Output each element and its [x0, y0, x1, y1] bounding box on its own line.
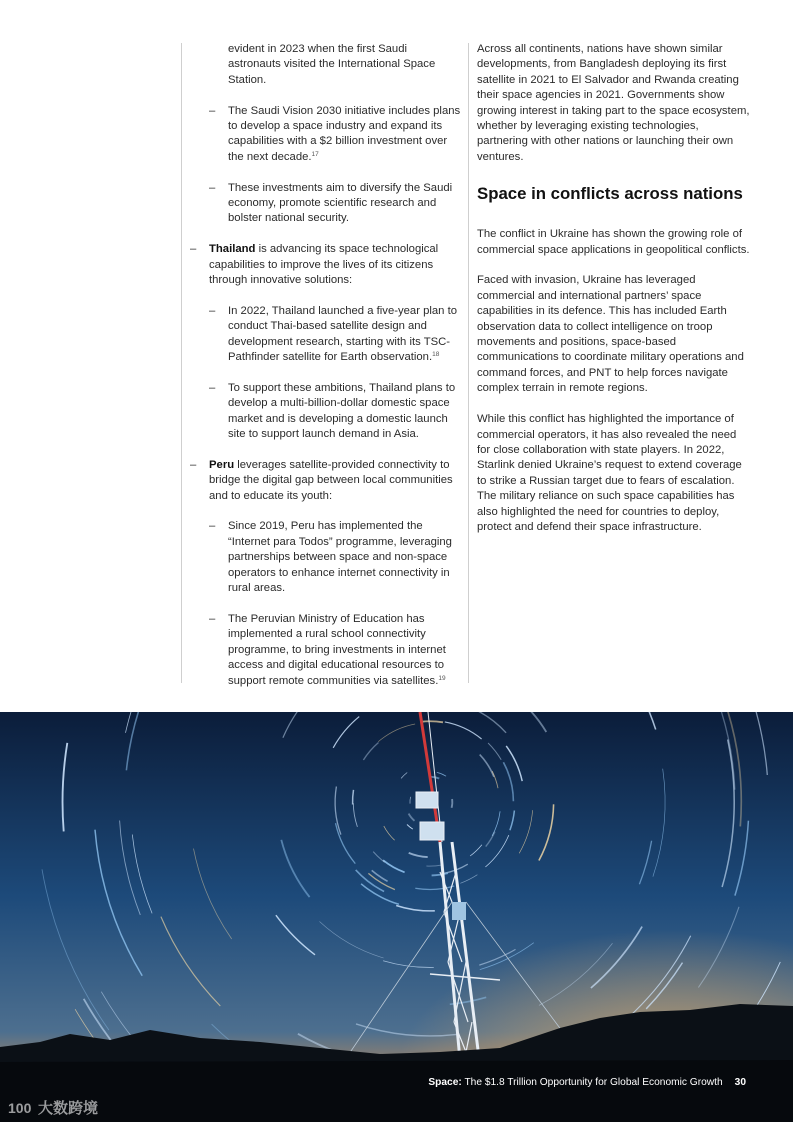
- ukraine-intro-paragraph: The conflict in Ukraine has shown the growing role of commercial space applications in geopolitical conflicts.: [477, 228, 750, 256]
- starlink-paragraph: While this conflict has highlighted the importance of commercial operators, it has also revealed the need for close collaboration with state players. In 2022, Starlink denied Ukraine’s request to extend coverage to strike a Russian target due to fears of escalation. The military reliance on such space capabilities has also highlighted the need for countries to deploy, protect and defend their space infrastructure.: [477, 413, 742, 533]
- left-column: [190, 42, 462, 704]
- dash-marker: –: [209, 304, 216, 317]
- star-trail: [452, 799, 453, 808]
- star-trails-tower-photo: [0, 712, 793, 1122]
- page-footer: [428, 1077, 746, 1088]
- dash-marker: –: [209, 520, 216, 533]
- dash-marker: –: [209, 181, 216, 194]
- peru-bullet: – Peru leverages satellite-provided connectivity to bridge the digital gap between local communities and to educate its youth:: [190, 458, 453, 502]
- dash-marker: –: [209, 612, 216, 625]
- peru-internet-subbullet: – Since 2019, Peru has implemented the “Internet para Todos” programme, leveraging partnerships between space and non-space operators to enhance internet connectivity in rural areas.: [209, 520, 452, 595]
- thailand-label: Thailand: [209, 243, 256, 256]
- dash-marker: –: [190, 458, 197, 471]
- watermark-logo-mark: 100: [8, 1100, 32, 1116]
- peru-label: Peru: [209, 458, 235, 471]
- thailand-plan-subbullet: – In 2022, Thailand launched a five-year plan to conduct Thai-based satellite design and development research, starting with its TSC-Pathfinder satellite for Earth observation.$^{18}$: [209, 304, 458, 364]
- peru-ministry-subbullet: – The Peruvian Ministry of Education has implemented a rural school connectivity programme, to bring investments in internet access and digital educational resources to support remote communities via satellites.$^{19}$: [209, 612, 446, 687]
- dash-marker: –: [190, 243, 197, 256]
- star-trail: [421, 721, 443, 722]
- section-heading: Space in conflicts across nations: [477, 184, 743, 204]
- ukraine-defence-paragraph: Faced with invasion, Ukraine has leveraged commercial and international partners’ space capabilities in its defence. This has included Earth observation data to collect intelligence on troop movements and positions, space-based communications to coordinate military operations and command forces, and PNT to help forces navigate complex terrain in remote regions.: [477, 274, 744, 395]
- right-column: [477, 42, 752, 551]
- footnote-ref-18[interactable]: 18: [432, 351, 440, 359]
- thailand-bullet: – Thailand is advancing its space technological capabilities to improve the lives of its citizens through innovative solutions:: [190, 243, 439, 287]
- dash-marker: –: [209, 381, 216, 394]
- saudi-vision-subbullet: – The Saudi Vision 2030 initiative includes plans to develop a space industry and expand its capabilities with a $2 billion investment over the next decade.$^{17}$: [209, 104, 461, 163]
- watermark-logo: [8, 1096, 118, 1118]
- continents-paragraph: Across all continents, nations have shown similar developments, from Bangladesh deploying its first satellite in 2021 to El Salvador and Rwanda creating their space agencies in 2021. Governments show growing interest in taking part to the space ecosystem, whether by leveraging existing technologies, partnering with other nations or launching their own ventures.: [477, 43, 750, 163]
- thailand-support-subbullet: – To support these ambitions, Thailand plans to develop a multi-billion-dollar domestic space market and is developing a domestic launch site to support launch demand in Asia.: [209, 381, 456, 441]
- dash-marker: –: [209, 104, 216, 117]
- left-column-rule: [181, 43, 182, 683]
- saudi-investments-subbullet: – These investments aim to diversify the Saudi economy, promote scientific research and bolster national security.: [209, 181, 453, 225]
- saudi-continuation-paragraph: evident in 2023 when the first Saudi astronauts visited the International Space Station.: [228, 43, 436, 86]
- footer-series-label: Space:: [428, 1077, 462, 1088]
- page-number: 30: [734, 1077, 746, 1088]
- footer-title: The $1.8 Trillion Opportunity for Global Economic Growth: [461, 1077, 723, 1088]
- footnote-ref-17[interactable]: 17: [311, 150, 319, 158]
- middle-column-rule: [468, 43, 469, 683]
- footnote-ref-19[interactable]: 19: [438, 674, 446, 682]
- watermark-text: 大数跨境: [38, 1099, 99, 1117]
